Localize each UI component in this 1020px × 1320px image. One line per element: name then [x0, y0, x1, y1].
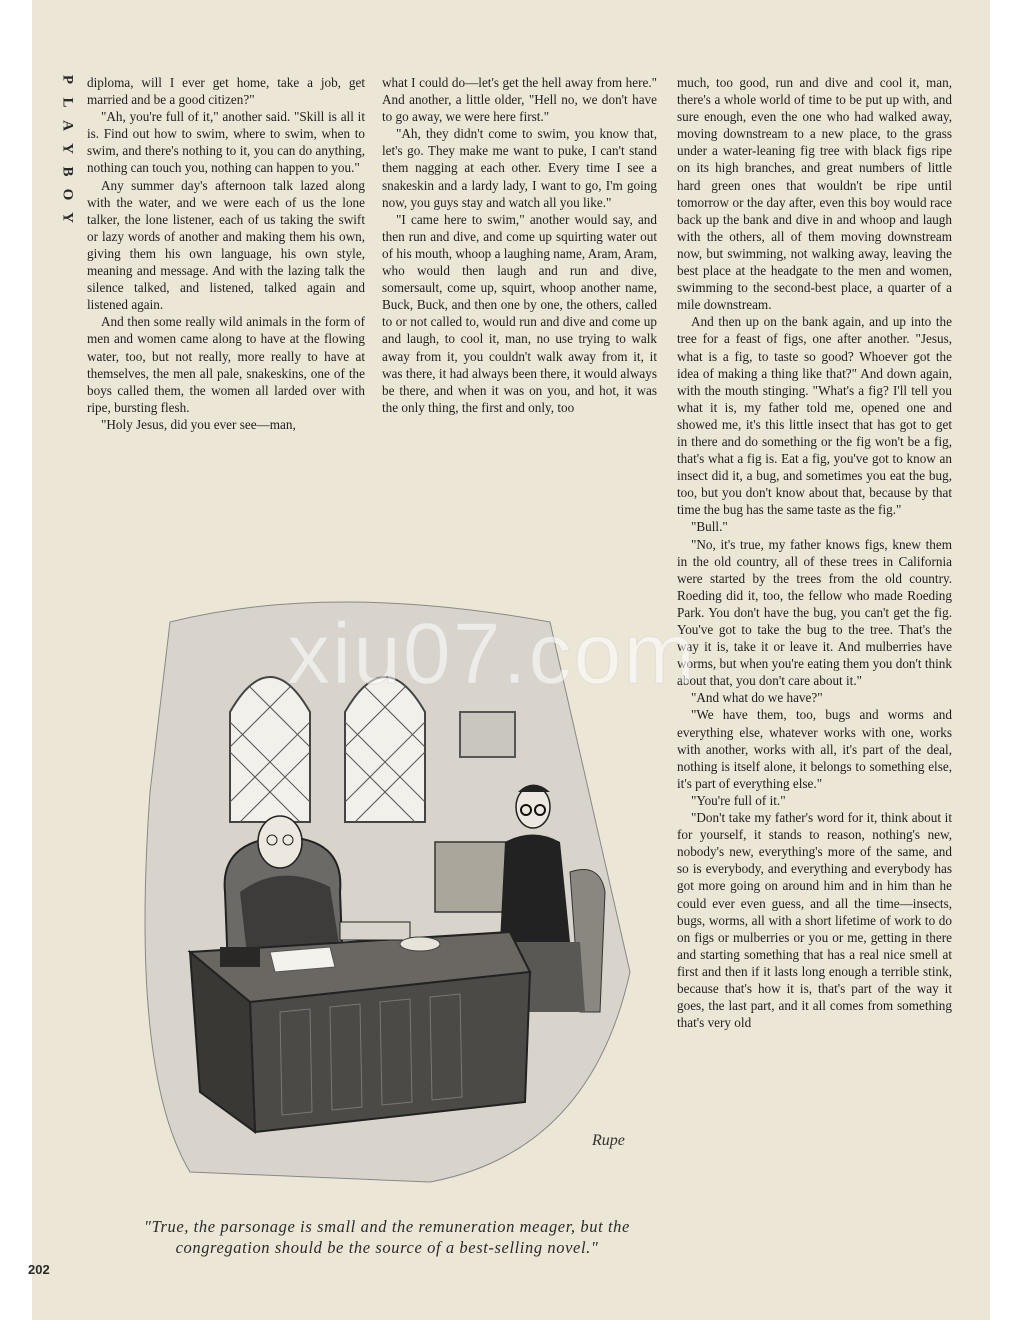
magazine-page [28, 0, 990, 1320]
masthead-letter: A [59, 120, 76, 131]
text-column-3 [677, 74, 952, 1031]
cartoon-caption: "True, the parsonage is small and the remuneration meager, but the congregation should be the source of a best-selling novel." [144, 1217, 630, 1257]
masthead-letter: B [59, 166, 76, 177]
paragraph: "Ah, you're full of it," another said. "Skill is all it is. Find out how to swim, where to swim, when to swim, and there's nothing to it, you can do anything, nothing can touch you, nothing can happen to you." [87, 109, 365, 176]
masthead-letter: P [59, 74, 76, 85]
paragraph: "No, it's true, my father knows figs, knew them in the old country, all of these trees in California were started by the trees from the old country. Roeding did it, too, the fellow who made Roeding Park. You don't have the bug, you can't get the fig. You've got to take the bug to the tree. That's the way it is, take it or leave it. And mulberries have worms, but when you're eating them you don't think about that, you don't care about it." [677, 536, 952, 689]
paragraph: "And what do we have?" [691, 690, 823, 706]
masthead-letter: L [59, 97, 76, 108]
paragraph: And then up on the bank again, and up into the tree for a feast of figs, one after another. "Jesus, what is a fig, to taste so good? Whoever got the idea of making a thing like that?" And down again, with the mouth stinging. "What's a fig? I'll tell you what it is, my father told me, opened one and showed me, it's this little insect that has got to get in there and do something or the fig won't be a fig, that's what a fig is. Eat a fig, you've got to know an insect did it, a bug, and sometimes you eat the bug, too, but you don't know about that, because by that time the bug has the same taste as the fig." [677, 314, 952, 518]
paragraph: "We have them, too, bugs and worms and everything else, whatever works with one, works with another, works with all, it's part of the deal, nothing is itself alone, it belongs to something else, it's part of everything else." [677, 707, 952, 791]
paragraph: "Bull." [691, 519, 728, 535]
text-column-1 [87, 74, 365, 433]
paragraph: "Don't take my father's word for it, think about it for yourself, it stands to reason, nothing's new, nobody's new, everything's more of the same, and so is everybody, and everything and everybody has got more going on around him and in him than he could ever even guess, and all the time—insects, bugs, worms, all with a short lifetime of work to do on figs or mulberries or you or me, getting in there and starting something that has a real nice smell at first and then if it lasts long enough a terrible stink, because that's how it is, that's part of the way it goes, the last part, and it all comes from something that's very old [677, 810, 952, 1031]
paragraph: "I came here to swim," another would say, and then run and dive, and come up squirting water out of his mouth, whoop a laughing name, Aram, Aram, who would then laugh and run and dive, somersault, come up, squirt, whoop another name, Buck, Buck, and then one by one, the others, called to or not called to, would run and dive and come up and laugh, to cool it, man, no use trying to walk away from it, you couldn't walk away from it, it was there, it had always been there, it would always be there, and when it was on you, and hot, it was the only thing, the first and only, too [382, 211, 657, 415]
paragraph: And then some really wild animals in the form of men and women came along to have at the flowing water, too, but not really, more really to have at themselves, the men all pale, snakeskins, one of the boys called them, the women all larded over with ripe, bursting flesh. [87, 314, 365, 415]
masthead-letter: Y [59, 212, 76, 223]
paragraph: "Ah, they didn't come to swim, you know that, let's go. They make me want to puke, I can't stand them nagging at each other. Every time I see a snakeskin and a lardy lady, I want to go, I'm going now, you guys stay and watch all you like." [382, 126, 657, 210]
masthead-letter: Y [59, 143, 76, 154]
paragraph: "Holy Jesus, did you ever see—man, [101, 416, 296, 432]
paragraph: "You're full of it." [691, 792, 786, 808]
playboy-masthead-vertical [52, 68, 76, 229]
masthead-letter: O [59, 188, 76, 201]
cartoonist-signature: Rupe [592, 1132, 625, 1149]
paragraph: diploma, will I ever get home, take a job, get married and be a good citizen?" [87, 75, 365, 108]
watermark: xiu07.com [287, 606, 697, 702]
paragraph: much, too good, run and dive and cool it, man, there's a whole world of time to be put up with, and sure enough, even the one who had walked away, moving downstream to a new place, to the grass under a water-leaning fig tree with black figs ripe on its high branches, and great numbers of little hard green ones that wouldn't be ripe until tomorrow or the day after, even this boy would race back up the bank and dive in and whoop and laugh with the others, all of them moving downstream now, but swimming, not walking away, leaving the best place at the headgate to the men and women, swimming to the second-best place, a quarter of a mile downstream. [677, 75, 952, 313]
text-column-2 [382, 74, 657, 416]
paragraph: what I could do—let's get the hell away from here." And another, a little older, "Hell no, we don't have to go away, we were here first." [382, 75, 657, 125]
paragraph: Any summer day's afternoon talk lazed along with the water, and we were each of us the lone talker, the lone listener, each of us taking the swift or lazy words of another and making them his own, giving them his own language, his own style, meaning and message. And with the lazing talk the silence talked, and listened, talked again and listened again. [87, 177, 365, 313]
page-number: 202 [28, 1262, 50, 1277]
